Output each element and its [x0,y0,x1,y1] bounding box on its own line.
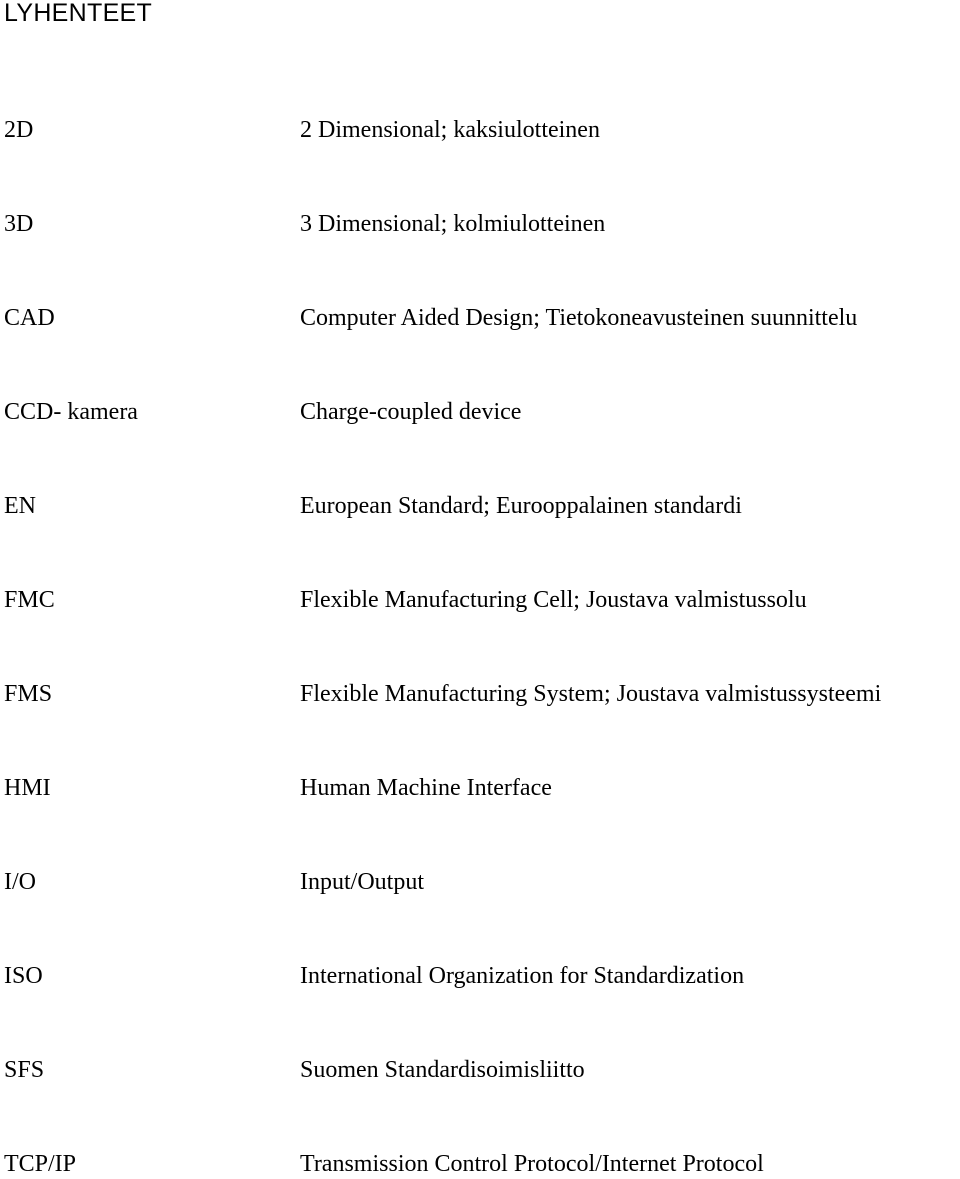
list-item [0,679,960,709]
abbreviation: FMS [4,681,53,707]
list-item [0,1055,960,1085]
list-item [0,115,960,145]
abbreviation: 3D [4,211,34,237]
definition: Transmission Control Protocol/Internet Protocol [300,1151,764,1177]
definition: 2 Dimensional; kaksiulotteinen [300,117,600,143]
page-title: LYHENTEET [4,0,153,27]
definition: Flexible Manufacturing Cell; Joustava valmistussolu [300,587,807,613]
definition: Suomen Standardisoimisliitto [300,1057,585,1083]
definition: Flexible Manufacturing System; Joustava valmistussysteemi [300,681,882,707]
definition: Computer Aided Design; Tietokoneavusteinen suunnittelu [300,305,858,331]
list-item [0,303,960,333]
definition: Human Machine Interface [300,775,552,801]
abbreviation: CCD- kamera [4,399,138,425]
abbreviation: 2D [4,117,34,143]
abbreviation: SFS [4,1057,45,1083]
list-item [0,491,960,521]
abbreviation: FMC [4,587,55,613]
definition: Input/Output [300,869,424,895]
abbreviation: EN [4,493,36,519]
list-item [0,867,960,897]
definition: 3 Dimensional; kolmiulotteinen [300,211,606,237]
list-item [0,773,960,803]
abbreviation: TCP/IP [4,1151,77,1177]
definition: Charge-coupled device [300,399,522,425]
abbreviation: HMI [4,775,51,801]
abbreviation: I/O [4,869,36,895]
list-item [0,209,960,239]
list-item [0,397,960,427]
abbreviation: ISO [4,963,43,989]
definition: European Standard; Eurooppalainen standardi [300,493,742,519]
list-item [0,585,960,615]
list-item [0,961,960,991]
list-item [0,1149,960,1179]
abbreviation: CAD [4,305,55,331]
definition: International Organization for Standardization [300,963,745,989]
